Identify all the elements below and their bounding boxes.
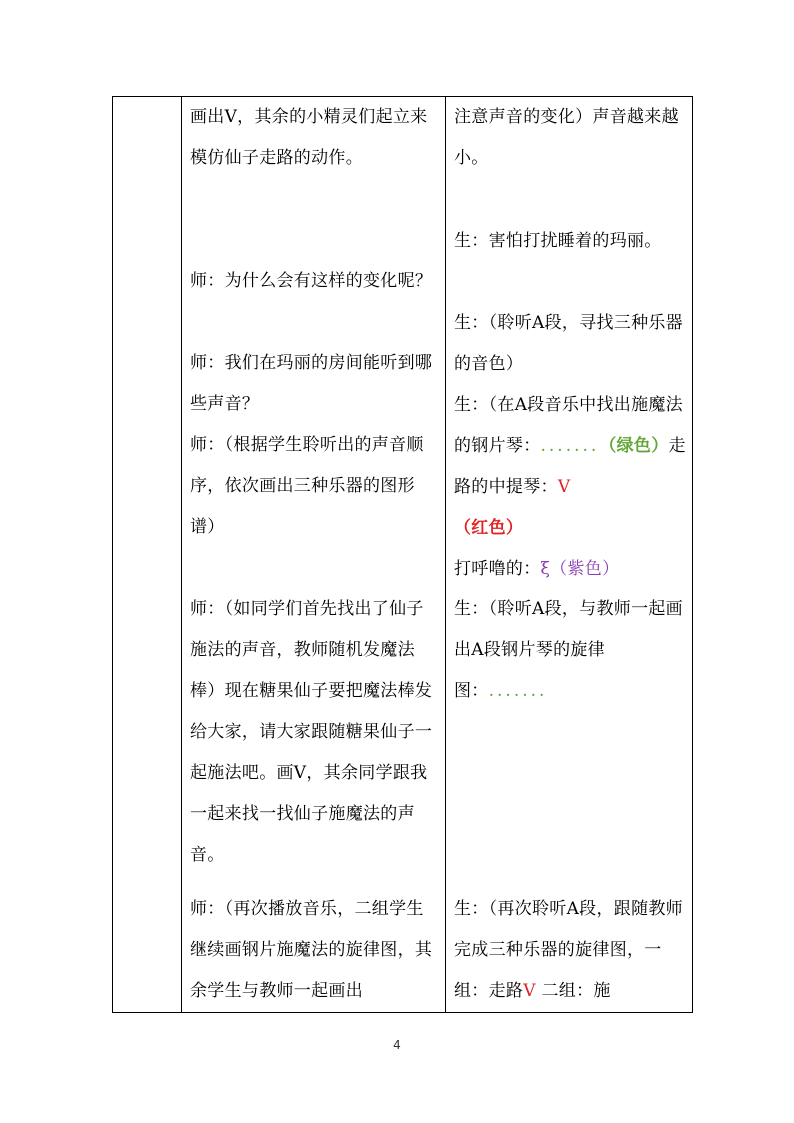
table-row [113, 97, 693, 1013]
student-text: 生：（再次聆听A段，跟随教师完成三种乐器的旋律图，一组：走路 [454, 899, 683, 1001]
purple-color-label: ξ（紫色） [540, 559, 620, 579]
student-activity-cell [446, 97, 693, 1013]
teacher-paragraph: 师：（如同学们首先找出了仙子施法的声音，教师随机发魔法棒）现在糖果仙子要把魔法棒发给大家，请大家跟随糖果仙子一起施法吧。画V，其余同学跟我一起来找一找仙子施魔法的声音。 [190, 599, 433, 865]
dots-symbol: ....... [488, 681, 548, 701]
student-paragraph [454, 889, 686, 1012]
teacher-activity-cell [182, 97, 446, 1013]
student-text: 生：（聆听A段，与教师一起画出A段钢片琴的旋律图： [454, 599, 683, 701]
page-number: 4 [393, 1038, 401, 1052]
teacher-paragraph: 师：我们在玛丽的房间能听到哪些声音？ [190, 353, 433, 414]
student-text: 二组：施 [541, 981, 611, 1001]
student-paragraph: 生：害怕打扰睡着的玛丽。 [454, 231, 662, 251]
student-paragraph [454, 385, 686, 590]
dots-symbol: ....... [540, 436, 600, 456]
teacher-paragraph: 画出V，其余的小精灵们起立来模仿仙子走路的动作。 [190, 107, 428, 168]
red-color-label: （红色） [454, 518, 524, 538]
lesson-table [112, 96, 693, 1013]
v-symbol: V [557, 477, 571, 497]
green-color-label: （绿色） [599, 436, 669, 456]
student-paragraph: 注意声音的变化）声音越来越小。 [454, 107, 679, 168]
teacher-paragraph: 师：为什么会有这样的变化呢？ [190, 271, 433, 291]
student-text: 走路的中提琴： [454, 436, 686, 497]
student-paragraph: 生：（聆听A段，寻找三种乐器的音色） [454, 313, 683, 374]
stage-cell [113, 97, 182, 1013]
teacher-paragraph: 师：（再次播放音乐，二组学生继续画钢片施魔法的旋律图，其余学生与教师一起画出 [190, 899, 433, 1001]
student-paragraph [454, 589, 686, 712]
student-text: 打呼噜的： [454, 559, 541, 579]
student-text: 生：（在A段音乐中找出施魔法的钢片琴： [454, 395, 683, 456]
teacher-paragraph: 师：（根据学生聆听出的声音顺序，依次画出三种乐器的图形谱） [190, 435, 424, 537]
v-symbol: V [523, 981, 536, 1001]
